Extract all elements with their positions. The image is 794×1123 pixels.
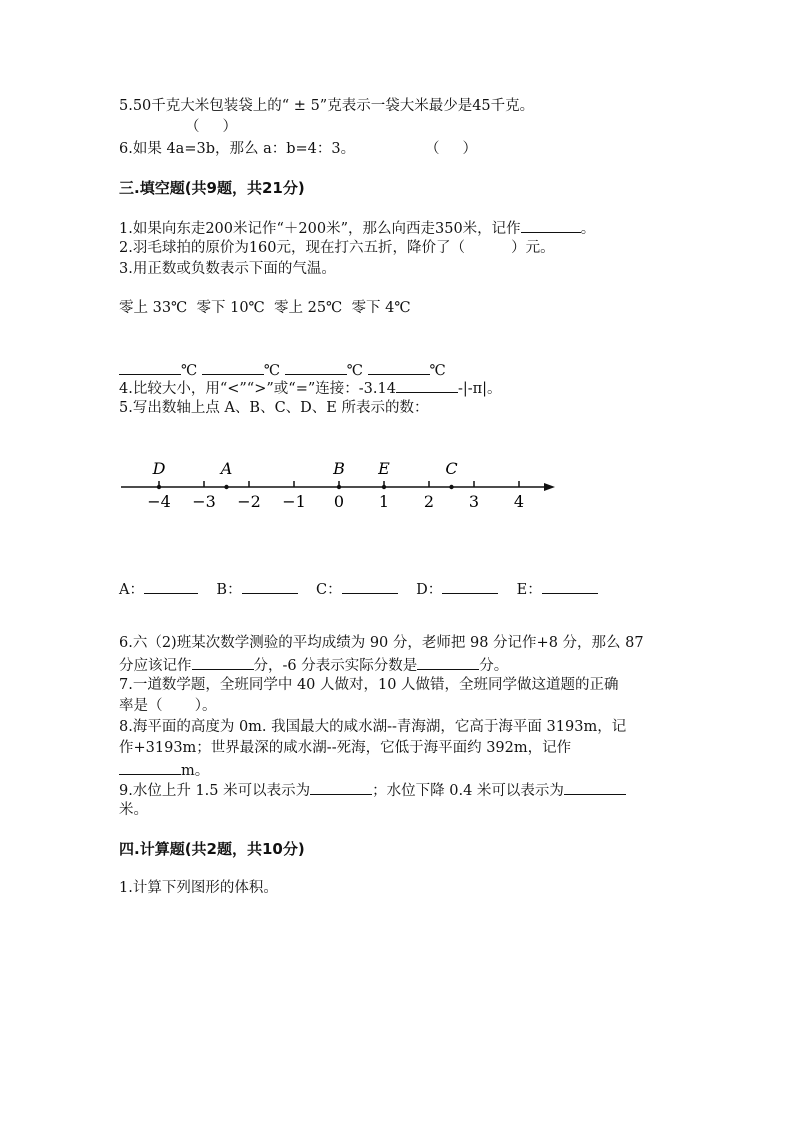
fill-q8-line1: 8.海平面的高度为 0m. 我国最大的咸水湖--青海湖，它高于海平面 3193m，记: [119, 719, 627, 735]
answer-blank[interactable]: [521, 217, 581, 233]
answer-blank[interactable]: [396, 377, 458, 393]
point-e-label: E: [378, 459, 390, 478]
fill-q9-line1: [119, 779, 626, 801]
point-d-label: D: [152, 459, 166, 478]
point-c-label: C: [445, 459, 458, 478]
fill-q8-line2: 作+3193m；世界最深的咸水湖--死海，它低于海平面约 392m，记作: [119, 740, 572, 756]
tick-label: −2: [237, 492, 261, 511]
fill-q6-text: 分应该记作: [119, 658, 192, 674]
fill-q1-text: 1.如果向东走200米记作“＋200米”，那么向西走350米，记作: [119, 221, 521, 237]
unit-label: ℃: [429, 363, 446, 379]
fill-q6-text: 分。: [479, 658, 509, 674]
answer-blank[interactable]: [285, 359, 347, 375]
unit-label: ℃: [181, 363, 198, 379]
fill-q9-line2: 米。: [119, 802, 148, 818]
fill-q7-line1: 7.一道数学题，全班同学中 40 人做对，10 人做错，全班同学做这道题的正确: [119, 677, 619, 693]
unit-label: ℃: [263, 363, 281, 379]
point-c-dot: [449, 485, 453, 489]
fill-q1-end: 。: [580, 221, 596, 237]
question-5-text: 5.50千克大米包装袋上的“ ± 5”克表示一袋大米最少是45千克。: [119, 98, 535, 114]
calc-q1: 1.计算下列图形的体积。: [119, 880, 278, 896]
answer-blank[interactable]: [144, 578, 198, 594]
answer-blank[interactable]: [368, 359, 430, 375]
fill-q2: 2.羽毛球拍的原价为160元，现在打六五折，降价了（ ）元。: [119, 240, 555, 256]
fill-q6-text: 分，-6 分表示实际分数是: [253, 658, 418, 674]
arrow-icon: [544, 483, 555, 491]
point-b-dot: [337, 485, 341, 489]
question-5-paren: （ ）: [185, 119, 238, 135]
fill-q6-line2: [119, 654, 508, 676]
tick-label: 4: [513, 492, 525, 511]
fill-q4: [119, 377, 502, 399]
answer-blank[interactable]: [417, 654, 479, 670]
tick-label: 2: [423, 492, 435, 511]
answer-blank[interactable]: [310, 779, 372, 795]
fill-q9-text: 9.水位上升 1.5 米可以表示为: [119, 783, 311, 799]
fill-q8-end: m。: [181, 763, 210, 779]
tick-label: 0: [333, 492, 345, 511]
fill-q8-line3: [119, 759, 209, 781]
answer-label-d: D：: [416, 582, 443, 598]
answer-label-e: E：: [516, 582, 542, 598]
tick-label: 3: [468, 492, 480, 511]
fill-q1: [119, 217, 595, 239]
point-a-dot: [224, 485, 228, 489]
fill-q6-line1: 6.六（2)班某次数学测验的平均成绩为 90 分，老师把 98 分记作+8 分，那么 87: [119, 635, 644, 651]
unit-label: ℃: [346, 363, 363, 379]
answer-blank[interactable]: [564, 779, 626, 795]
answer-blank[interactable]: [242, 578, 298, 594]
fill-q3: 3.用正数或负数表示下面的气温。: [119, 261, 336, 277]
answer-label-a: A：: [119, 582, 144, 598]
fill-q5: 5.写出数轴上点 A、B、C、D、E 所表示的数：: [119, 400, 429, 416]
answer-blank[interactable]: [542, 578, 598, 594]
question-6-text: 6.如果 4a=3b，那么 a：b=4：3。: [119, 141, 356, 157]
point-d-dot: [157, 485, 161, 489]
temperature-answers: [119, 339, 446, 381]
tick-label: −4: [147, 492, 171, 511]
point-b-label: B: [333, 459, 345, 478]
fill-q9-text: ；水位下降 0.4 米可以表示为: [372, 783, 564, 799]
answer-blank[interactable]: [192, 654, 254, 670]
answer-label-c: C：: [316, 582, 342, 598]
answer-blank[interactable]: [119, 359, 181, 375]
question-6-paren: （ ）: [425, 141, 478, 157]
answer-label-b: B：: [216, 582, 242, 598]
point-e-dot: [382, 485, 386, 489]
section-3-title: 三.填空题(共9题，共21分): [119, 179, 305, 197]
answer-blank[interactable]: [442, 578, 498, 594]
tick-label: 1: [378, 492, 390, 511]
number-line: [115, 452, 565, 514]
temperature-list: 零上 33℃ 零下 10℃ 零上 25℃ 零下 4℃: [119, 300, 411, 316]
tick-label: −3: [192, 492, 216, 511]
point-answers: [119, 558, 598, 600]
answer-blank[interactable]: [119, 759, 181, 775]
section-4-title: 四.计算题(共2题，共10分): [119, 840, 305, 858]
answer-blank[interactable]: [342, 578, 398, 594]
fill-q4-end: -|-π|。: [457, 381, 502, 397]
fill-q7-line2: 率是（ ）。: [119, 698, 217, 714]
tick-label: −1: [282, 492, 306, 511]
answer-blank[interactable]: [202, 359, 264, 375]
fill-q4-text: 4.比较大小，用“<”“>”或“=”连接：-3.14: [119, 381, 396, 397]
point-a-label: A: [220, 459, 233, 478]
